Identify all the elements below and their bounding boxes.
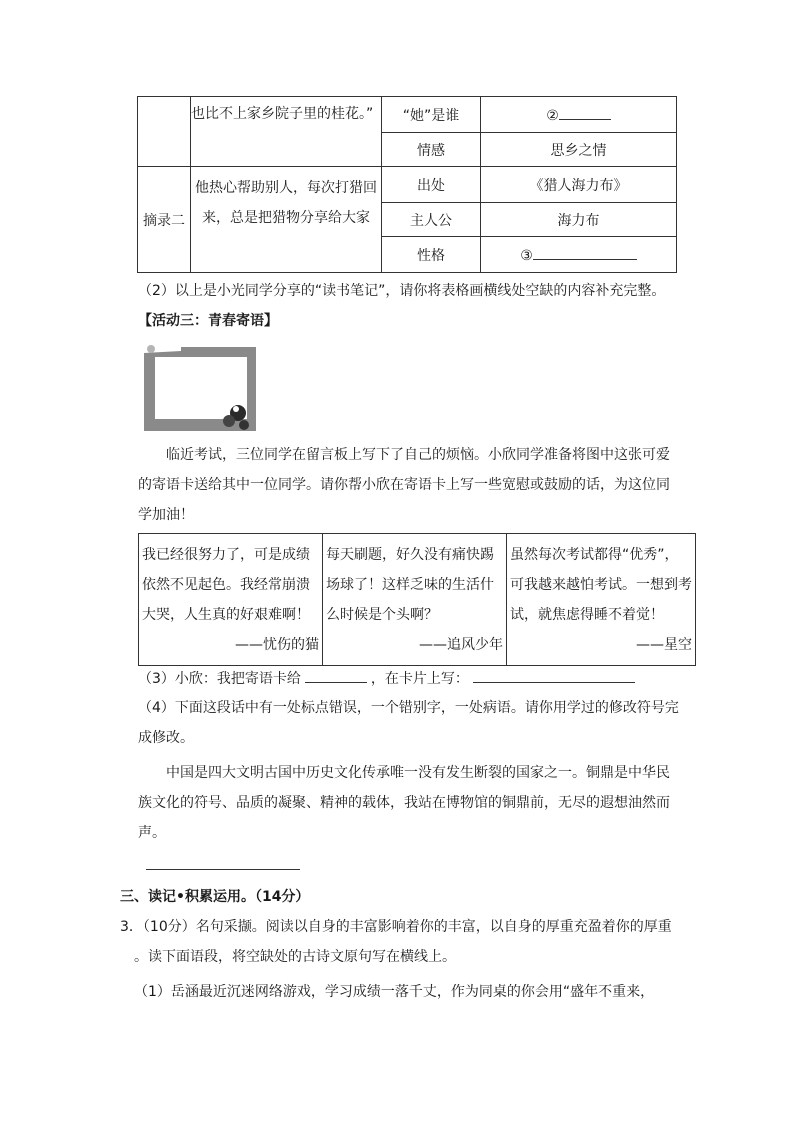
quote-line: 他热心帮助别人，每次打猎回 xyxy=(195,180,377,196)
note-line: 大哭，人生真的好艰难啊！ xyxy=(142,607,310,623)
quote-cell-1: 也比不上家乡院子里的桂花。” xyxy=(191,97,382,167)
question-3-prefix: （3）小欣：我把寄语卡给 xyxy=(138,671,301,687)
activity-3-heading: 【活动三：青春寄语】 xyxy=(138,313,278,329)
reading-notes-table xyxy=(137,96,677,273)
value-source: 《猎人海力布》 xyxy=(481,167,677,203)
note-line: 虽然每次考试都得“优秀”， xyxy=(510,547,679,563)
label-source: 出处 xyxy=(382,167,481,203)
value-emotion: 思乡之情 xyxy=(481,133,677,167)
note-wind-boy xyxy=(323,534,507,666)
note-line: 试，就焦虑得睡不着觉！ xyxy=(510,607,664,623)
passage-line-1: 中国是四大文明古国中历史文化传承唯一没有发生断裂的国家之一。铜鼎是中华民 xyxy=(166,765,670,781)
answer-mark-3: ③ xyxy=(520,248,533,264)
blank-answer-2[interactable] xyxy=(559,105,611,120)
passage-line-3: 声。 xyxy=(138,825,166,841)
answer-cell-3 xyxy=(481,237,677,273)
note-line: 我已经很努力了，可是成绩 xyxy=(142,547,310,563)
section-3-heading: 三、读记•积累运用。（14分） xyxy=(120,889,310,905)
quote-line: 来，总是把猎物分享给大家 xyxy=(202,210,370,226)
answer-mark-2: ② xyxy=(546,108,559,124)
question-2: （2）以上是小光同学分享的“读书笔记”，请你将表格画横线处空缺的内容补充完整。 xyxy=(138,283,666,299)
note-signature: ——忧伤的猫 xyxy=(235,637,319,653)
intro-line-1: 临近考试，三位同学在留言板上写下了自己的烦恼。小欣同学准备将图中这张可爱 xyxy=(166,447,670,463)
section-cell-2: 摘录二 xyxy=(138,167,191,273)
note-starry-sky xyxy=(507,534,696,666)
item-3-line-2: 。读下面语段，将空缺处的古诗文原句写在横线上。 xyxy=(134,949,456,965)
note-line: 场球了！这样乏味的生活什 xyxy=(326,577,494,593)
note-line: 么时候是个头啊？ xyxy=(326,607,438,623)
note-line: 每天刷题，好久没有痛快踢 xyxy=(326,547,494,563)
blank-recipient[interactable] xyxy=(305,668,367,683)
note-line: 可我越来越怕考试。一想到考 xyxy=(510,577,692,593)
intro-line-3: 学加油！ xyxy=(138,507,194,523)
note-signature: ——追风少年 xyxy=(419,637,503,653)
label-who: “她”是谁 xyxy=(382,97,481,133)
blank-card-message[interactable] xyxy=(473,668,635,683)
item-3-1: （1）岳涵最近沉迷网络游戏，学习成绩一落千丈，作为同桌的你会用“盛年不重来， xyxy=(134,984,655,1000)
label-emotion: 情感 xyxy=(382,133,481,167)
quote-cell-2 xyxy=(191,167,382,273)
label-protagonist: 主人公 xyxy=(382,203,481,237)
blank-answer-3[interactable] xyxy=(533,245,637,260)
value-protagonist: 海力布 xyxy=(481,203,677,237)
note-line: 依然不见起色。我经常崩溃 xyxy=(142,577,310,593)
question-4-line-2: 成修改。 xyxy=(138,730,194,746)
note-sad-cat xyxy=(139,534,323,666)
question-4-line-1: （4）下面这段话中有一处标点错误，一个错别字，一处病语。请你用学过的修改符号完 xyxy=(138,700,679,716)
section-cell-1 xyxy=(138,97,191,167)
message-board-table xyxy=(138,533,696,666)
blank-answer-line[interactable] xyxy=(146,869,300,870)
label-character: 性格 xyxy=(382,237,481,273)
question-3 xyxy=(138,668,678,689)
note-signature: ——星空 xyxy=(636,637,692,653)
answer-cell-2 xyxy=(481,97,677,133)
question-3-middle: ，在卡片上写： xyxy=(370,671,469,687)
passage-line-2: 族文化的符号、品质的凝聚、精神的载体，我站在博物馆的铜鼎前，无尽的遐想油然而 xyxy=(138,795,670,811)
item-3-line-1: 3．（10分）名句采撷。阅读以自身的丰富影响着你的丰富，以自身的厚重充盈着你的厚重 xyxy=(120,919,672,935)
greeting-card-image xyxy=(141,339,259,435)
intro-line-2: 的寄语卡送给其中一位同学。请你帮小欣在寄语卡上写一些宽慰或鼓励的话，为这位同 xyxy=(138,477,670,493)
